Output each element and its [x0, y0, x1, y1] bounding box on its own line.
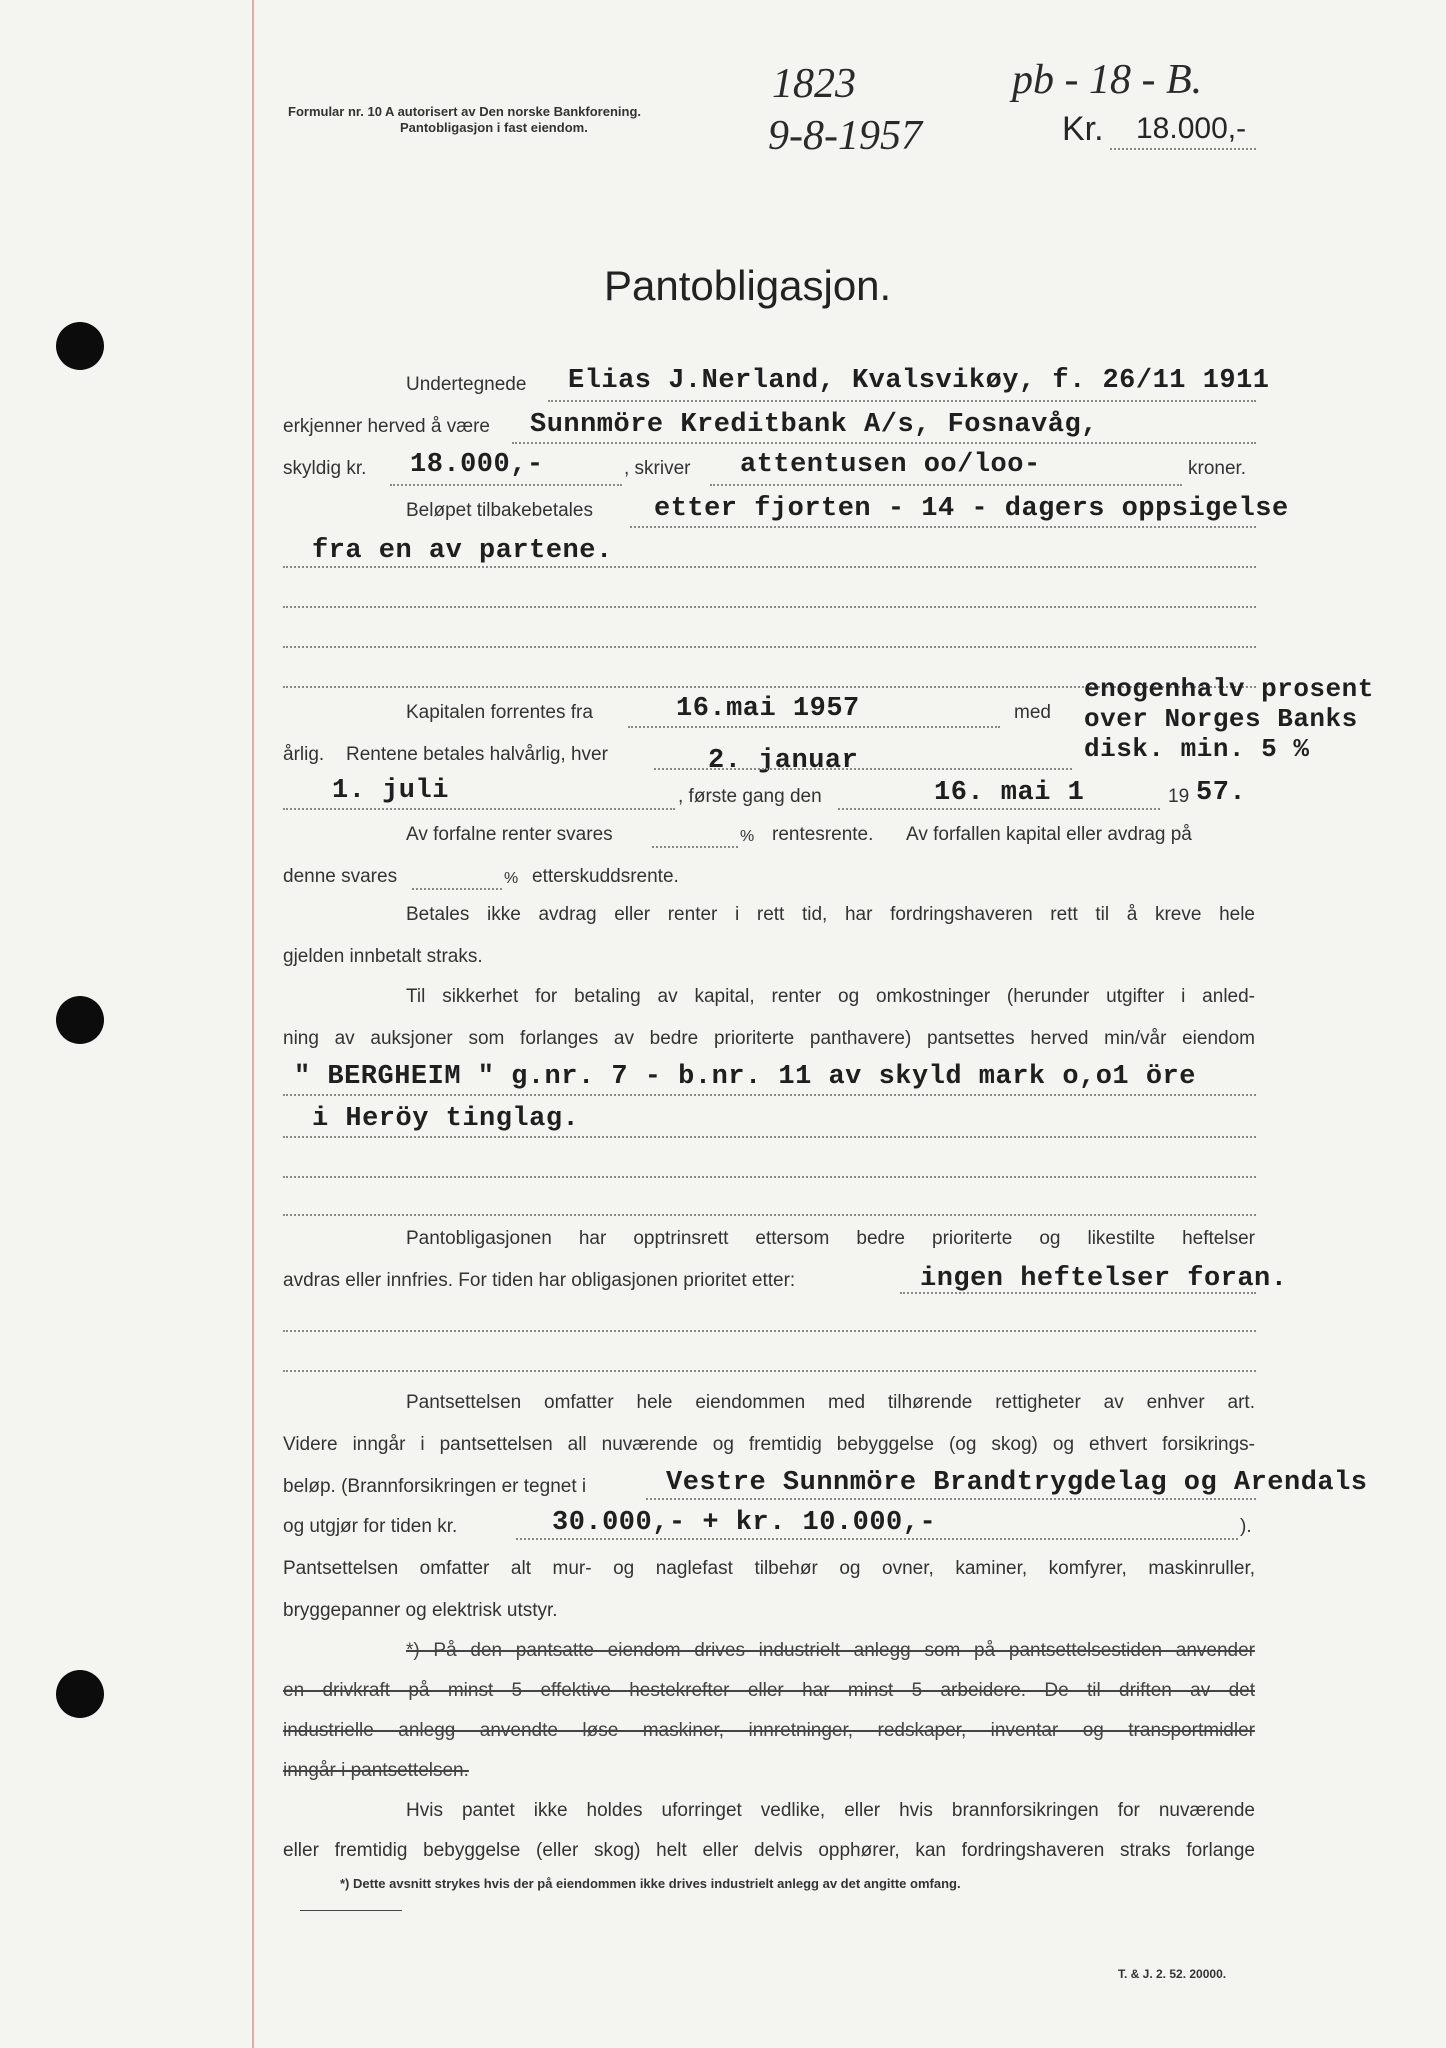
- dotted-line: [283, 1136, 1256, 1138]
- av-forfalne-label: Av forfalne renter svares: [406, 824, 613, 845]
- footnote-rule: [300, 1910, 402, 1911]
- paragraph-line: Pantsettelsen omfatter alt mur- og naglefast tilbehør og ovner, kaminer, komfyrer, maskinruller,: [283, 1558, 1255, 1579]
- belopet-label: Beløpet tilbakebetales: [406, 500, 593, 521]
- dotted-line: [283, 566, 1256, 568]
- dotted-line: [283, 606, 1256, 608]
- rentesrente-label: rentesrente.: [772, 824, 874, 845]
- dotted-line: [283, 646, 1256, 648]
- handwritten-reference: pb - 18 - B.: [1012, 57, 1203, 103]
- dotted-line: [283, 1370, 1256, 1372]
- dotted-line: [283, 808, 675, 810]
- percent-sign: %: [740, 828, 755, 845]
- paragraph-line: eller fremtidig bebyggelse (eller skog) helt eller delvis opphører, kan fordringshaveren straks forlange: [283, 1840, 1255, 1861]
- dotted-line: [283, 1176, 1256, 1178]
- struck-paragraph-line: *) På den pantsatte eiendom drives industrielt anlegg som på pantsettelsestiden anvender: [406, 1640, 1255, 1661]
- paragraph-line: beløp. (Brannforsikringen er tegnet i: [283, 1476, 587, 1497]
- paragraph-line: Pantsettelsen omfatter hele eiendommen med tilhørende rettigheter av enhver art.: [406, 1392, 1255, 1413]
- paragraph-line: avdras eller innfries. For tiden har obligasjonen prioritet etter:: [283, 1270, 796, 1291]
- property-description-2: i Heröy tinglag.: [312, 1104, 580, 1134]
- debtor-name: Elias J.Nerland, Kvalsvikøy, f. 26/11 1911: [568, 366, 1270, 396]
- dotted-line: [548, 400, 1256, 402]
- dotted-line: [630, 526, 1256, 528]
- skyldig-label: skyldig kr.: [283, 458, 367, 479]
- kapital-label: Kapitalen forrentes fra: [406, 702, 593, 723]
- dotted-line: [283, 1214, 1256, 1216]
- insured-amount: 30.000,- + kr. 10.000,-: [552, 1508, 937, 1538]
- dotted-line: [283, 1330, 1256, 1332]
- dotted-line: [838, 808, 1160, 810]
- form-type-line: Pantobligasjon i fast eiendom.: [400, 120, 588, 135]
- punch-hole-bottom: [56, 1670, 104, 1718]
- interest-rate-line1: enogenhalv prosent: [1084, 674, 1374, 704]
- struck-paragraph-line: industrielle anlegg anvendte løse maskiner, innretninger, redskaper, inventar og transportmidler: [283, 1720, 1255, 1741]
- form-authorization-line: Formular nr. 10 A autorisert av Den norske Bankforening.: [288, 104, 642, 119]
- repayment-terms-2: fra en av partene.: [312, 536, 613, 566]
- document-title: Pantobligasjon.: [604, 262, 892, 309]
- dotted-line: [654, 768, 1072, 770]
- skriver-label: , skriver: [624, 458, 691, 479]
- footnote: *) Dette avsnitt strykes hvis der på eiendommen ikke drives industrielt anlegg av det angitte omfang.: [340, 1876, 961, 1891]
- undertegnede-label: Undertegnede: [406, 374, 527, 395]
- paragraph-line: Videre inngår i pantsettelsen all nuværende og fremtidig bebyggelse (og skog) og ethvert forsikrings-: [283, 1434, 1255, 1455]
- first-payment-year: 57.: [1196, 778, 1247, 808]
- punch-hole-top: [56, 322, 104, 370]
- priority-value: ingen heftelser foran.: [920, 1264, 1288, 1294]
- interest-rate-line3: disk. min. 5 %: [1084, 734, 1310, 764]
- interest-date-2: 1. juli: [332, 776, 449, 806]
- kr-label: Kr.: [1062, 110, 1104, 148]
- erkjenner-label: erkjenner herved å være: [283, 416, 490, 437]
- dotted-line: [710, 484, 1182, 486]
- paragraph-line: gjelden innbetalt straks.: [283, 946, 483, 967]
- interest-rate-line2: over Norges Banks: [1084, 704, 1358, 734]
- paragraph-line: Til sikkerhet for betaling av kapital, renter og omkostninger (herunder utgifter i anled-: [406, 986, 1255, 1007]
- repayment-terms-1: etter fjorten - 14 - dagers oppsigelse: [654, 494, 1289, 524]
- dotted-line: [900, 1292, 1256, 1294]
- fire-insurer: Vestre Sunnmöre Brandtrygdelag og Arendals: [666, 1468, 1368, 1498]
- med-label: med: [1014, 702, 1051, 723]
- dotted-line: [516, 1538, 1238, 1540]
- denne-svares-label: denne svares: [283, 866, 398, 887]
- arlig-label: årlig.: [283, 744, 325, 765]
- paragraph-line: Pantobligasjonen har opptrinsrett ettersom bedre prioriterte og likestilte heftelser: [406, 1228, 1255, 1249]
- first-payment-date: 16. mai 1: [934, 778, 1085, 808]
- dotted-line: [628, 726, 1000, 728]
- dotted-line: [412, 888, 502, 890]
- year-prefix: 19: [1168, 786, 1190, 807]
- creditor-name: Sunnmöre Kreditbank A/s, Fosnavåg,: [530, 410, 1098, 440]
- red-margin-line: [252, 0, 254, 2048]
- dotted-line: [390, 484, 622, 486]
- handwritten-number: 1823: [772, 61, 856, 107]
- amount-in-words: attentusen oo/loo-: [740, 450, 1041, 480]
- dotted-line: [1110, 148, 1256, 150]
- property-description-1: " BERGHEIM " g.nr. 7 - b.nr. 11 av skyld mark o,o1 öre: [294, 1062, 1196, 1092]
- punch-hole-middle: [56, 996, 104, 1044]
- etterskudd-label: etterskuddsrente.: [532, 866, 679, 887]
- struck-paragraph-line: en drivkraft på minst 5 effektive hestekrefter eller har minst 5 arbeidere. De til driften av det: [283, 1680, 1255, 1701]
- printer-mark: T. & J. 2. 52. 20000.: [1118, 1967, 1227, 1981]
- dotted-line: [512, 442, 1256, 444]
- dotted-line: [283, 1094, 1256, 1096]
- av-forfallen-label: Av forfallen kapital eller avdrag på: [906, 824, 1192, 845]
- paragraph-line: og utgjør for tiden kr.: [283, 1516, 458, 1537]
- interest-date-1: 2. januar: [708, 746, 859, 776]
- dotted-line: [646, 1498, 1256, 1500]
- header-amount: 18.000,-: [1136, 112, 1247, 145]
- handwritten-date: 9-8-1957: [768, 113, 922, 159]
- paragraph-line: bryggepanner og elektrisk utstyr.: [283, 1600, 558, 1621]
- paragraph-line: ning av auksjoner som forlanges av bedre prioriterte panthavere) pantsettes herved min/vår eiendom: [283, 1028, 1255, 1049]
- dotted-line: [652, 846, 738, 848]
- owed-amount: 18.000,-: [410, 450, 544, 480]
- close-paren: ).: [1240, 1516, 1252, 1537]
- interest-start-date: 16.mai 1957: [676, 694, 860, 724]
- kroner-label: kroner.: [1188, 458, 1247, 479]
- forste-label: , første gang den: [678, 786, 822, 807]
- struck-paragraph-line: inngår i pantsettelsen.: [283, 1760, 469, 1781]
- renter-label: Rentene betales halvårlig, hver: [346, 744, 608, 765]
- paragraph-line: Hvis pantet ikke holdes uforringet vedlike, eller hvis brannforsikringen for nuværende: [406, 1800, 1255, 1821]
- percent-sign: %: [504, 870, 519, 887]
- paragraph-line: Betales ikke avdrag eller renter i rett tid, har fordringshaveren rett til å kreve hele: [406, 904, 1255, 925]
